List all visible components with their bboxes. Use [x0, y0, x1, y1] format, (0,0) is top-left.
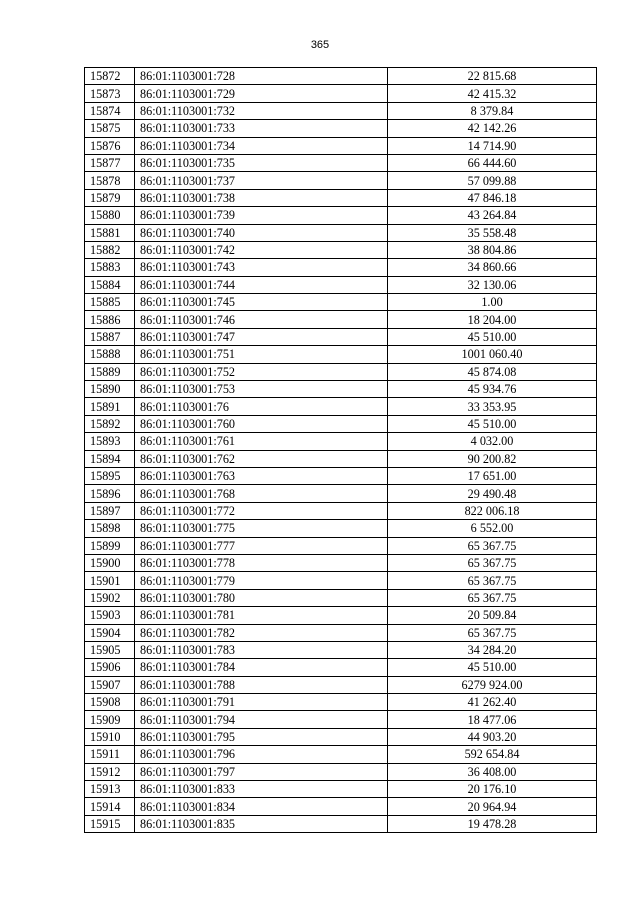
cadastral-value-cell: 8 379.84: [388, 102, 597, 119]
cadastral-number-cell: 86:01:1103001:794: [135, 711, 388, 728]
row-number-cell: 15903: [85, 607, 135, 624]
table-row: [85, 207, 597, 224]
table-row: [85, 728, 597, 745]
row-number-cell: 15914: [85, 798, 135, 815]
cadastral-value-cell: 6 552.00: [388, 520, 597, 537]
cadastral-value-cell: 6279 924.00: [388, 676, 597, 693]
row-number-cell: 15906: [85, 659, 135, 676]
cadastral-number-cell: 86:01:1103001:734: [135, 137, 388, 154]
table-row: [85, 381, 597, 398]
table-row: [85, 572, 597, 589]
table-row: [85, 641, 597, 658]
row-number-cell: 15874: [85, 102, 135, 119]
cadastral-value-cell: 592 654.84: [388, 746, 597, 763]
row-number-cell: 15897: [85, 502, 135, 519]
cadastral-value-cell: 19 478.28: [388, 815, 597, 832]
cadastral-value-cell: 47 846.18: [388, 189, 597, 206]
row-number-cell: 15895: [85, 467, 135, 484]
table-row: [85, 415, 597, 432]
table-row: [85, 589, 597, 606]
row-number-cell: 15891: [85, 398, 135, 415]
cadastral-value-cell: 45 510.00: [388, 659, 597, 676]
cadastral-value-cell: 42 142.26: [388, 120, 597, 137]
table-row: [85, 363, 597, 380]
cadastral-number-cell: 86:01:1103001:782: [135, 624, 388, 641]
cadastral-value-cell: 65 367.75: [388, 554, 597, 571]
row-number-cell: 15872: [85, 68, 135, 85]
cadastral-value-cell: 43 264.84: [388, 207, 597, 224]
row-number-cell: 15899: [85, 537, 135, 554]
table-row: [85, 294, 597, 311]
cadastral-value-cell: 822 006.18: [388, 502, 597, 519]
cadastral-value-cell: 45 874.08: [388, 363, 597, 380]
table-row: [85, 241, 597, 258]
cadastral-number-cell: 86:01:1103001:737: [135, 172, 388, 189]
cadastral-value-cell: 41 262.40: [388, 694, 597, 711]
cadastral-value-cell: 18 477.06: [388, 711, 597, 728]
row-number-cell: 15904: [85, 624, 135, 641]
row-number-cell: 15913: [85, 781, 135, 798]
row-number-cell: 15910: [85, 728, 135, 745]
cadastral-number-cell: 86:01:1103001:797: [135, 763, 388, 780]
cadastral-number-cell: 86:01:1103001:735: [135, 154, 388, 171]
table-row: [85, 120, 597, 137]
cadastral-number-cell: 86:01:1103001:778: [135, 554, 388, 571]
row-number-cell: 15884: [85, 276, 135, 293]
cadastral-number-cell: 86:01:1103001:752: [135, 363, 388, 380]
row-number-cell: 15886: [85, 311, 135, 328]
table-row: [85, 102, 597, 119]
row-number-cell: 15908: [85, 694, 135, 711]
table-body: [85, 68, 597, 833]
row-number-cell: 15909: [85, 711, 135, 728]
table-row: [85, 520, 597, 537]
cadastral-number-cell: 86:01:1103001:747: [135, 328, 388, 345]
row-number-cell: 15885: [85, 294, 135, 311]
cadastral-value-cell: 20 509.84: [388, 607, 597, 624]
row-number-cell: 15880: [85, 207, 135, 224]
cadastral-value-cell: 1001 060.40: [388, 346, 597, 363]
table-row: [85, 502, 597, 519]
row-number-cell: 15902: [85, 589, 135, 606]
cadastral-value-cell: 45 934.76: [388, 381, 597, 398]
cadastral-value-cell: 44 903.20: [388, 728, 597, 745]
row-number-cell: 15894: [85, 450, 135, 467]
table-row: [85, 537, 597, 554]
row-number-cell: 15907: [85, 676, 135, 693]
cadastral-number-cell: 86:01:1103001:744: [135, 276, 388, 293]
table-row: [85, 607, 597, 624]
table-row: [85, 189, 597, 206]
cadastral-value-cell: 18 204.00: [388, 311, 597, 328]
row-number-cell: 15915: [85, 815, 135, 832]
row-number-cell: 15879: [85, 189, 135, 206]
row-number-cell: 15878: [85, 172, 135, 189]
cadastral-number-cell: 86:01:1103001:76: [135, 398, 388, 415]
row-number-cell: 15893: [85, 433, 135, 450]
cadastral-value-cell: 65 367.75: [388, 572, 597, 589]
row-number-cell: 15911: [85, 746, 135, 763]
table-row: [85, 624, 597, 641]
table-row: [85, 259, 597, 276]
row-number-cell: 15887: [85, 328, 135, 345]
table-row: [85, 346, 597, 363]
row-number-cell: 15873: [85, 85, 135, 102]
cadastral-value-cell: 57 099.88: [388, 172, 597, 189]
table-row: [85, 85, 597, 102]
cadastral-value-cell: 45 510.00: [388, 415, 597, 432]
cadastral-value-cell: 14 714.90: [388, 137, 597, 154]
table-row: [85, 398, 597, 415]
table-row: [85, 311, 597, 328]
table-row: [85, 694, 597, 711]
row-number-cell: 15905: [85, 641, 135, 658]
table-row: [85, 433, 597, 450]
cadastral-value-cell: 29 490.48: [388, 485, 597, 502]
cadastral-number-cell: 86:01:1103001:742: [135, 241, 388, 258]
row-number-cell: 15901: [85, 572, 135, 589]
cadastral-number-cell: 86:01:1103001:733: [135, 120, 388, 137]
cadastral-number-cell: 86:01:1103001:788: [135, 676, 388, 693]
table-row: [85, 224, 597, 241]
table-row: [85, 781, 597, 798]
row-number-cell: 15876: [85, 137, 135, 154]
table-row: [85, 172, 597, 189]
cadastral-number-cell: 86:01:1103001:777: [135, 537, 388, 554]
table-row: [85, 137, 597, 154]
page-number: 365: [310, 39, 330, 51]
table-row: [85, 450, 597, 467]
cadastral-number-cell: 86:01:1103001:740: [135, 224, 388, 241]
cadastral-number-cell: 86:01:1103001:743: [135, 259, 388, 276]
cadastral-number-cell: 86:01:1103001:768: [135, 485, 388, 502]
cadastral-number-cell: 86:01:1103001:834: [135, 798, 388, 815]
cadastral-value-cell: 22 815.68: [388, 68, 597, 85]
cadastral-value-cell: 65 367.75: [388, 537, 597, 554]
cadastral-number-cell: 86:01:1103001:739: [135, 207, 388, 224]
cadastral-value-cell: 17 651.00: [388, 467, 597, 484]
cadastral-value-cell: 42 415.32: [388, 85, 597, 102]
cadastral-value-cell: 90 200.82: [388, 450, 597, 467]
cadastral-value-table: [84, 67, 597, 833]
table-row: [85, 798, 597, 815]
cadastral-number-cell: 86:01:1103001:791: [135, 694, 388, 711]
row-number-cell: 15900: [85, 554, 135, 571]
cadastral-number-cell: 86:01:1103001:738: [135, 189, 388, 206]
table-row: [85, 815, 597, 832]
table-row: [85, 467, 597, 484]
cadastral-number-cell: 86:01:1103001:780: [135, 589, 388, 606]
row-number-cell: 15881: [85, 224, 135, 241]
cadastral-number-cell: 86:01:1103001:796: [135, 746, 388, 763]
cadastral-number-cell: 86:01:1103001:761: [135, 433, 388, 450]
cadastral-number-cell: 86:01:1103001:783: [135, 641, 388, 658]
cadastral-value-cell: 65 367.75: [388, 624, 597, 641]
cadastral-value-cell: 65 367.75: [388, 589, 597, 606]
cadastral-number-cell: 86:01:1103001:745: [135, 294, 388, 311]
cadastral-value-cell: 33 353.95: [388, 398, 597, 415]
row-number-cell: 15888: [85, 346, 135, 363]
row-number-cell: 15892: [85, 415, 135, 432]
cadastral-number-cell: 86:01:1103001:762: [135, 450, 388, 467]
cadastral-number-cell: 86:01:1103001:795: [135, 728, 388, 745]
table-row: [85, 746, 597, 763]
row-number-cell: 15882: [85, 241, 135, 258]
row-number-cell: 15898: [85, 520, 135, 537]
cadastral-number-cell: 86:01:1103001:746: [135, 311, 388, 328]
cadastral-value-cell: 35 558.48: [388, 224, 597, 241]
cadastral-value-cell: 38 804.86: [388, 241, 597, 258]
row-number-cell: 15912: [85, 763, 135, 780]
cadastral-value-cell: 66 444.60: [388, 154, 597, 171]
cadastral-value-cell: 45 510.00: [388, 328, 597, 345]
cadastral-number-cell: 86:01:1103001:763: [135, 467, 388, 484]
cadastral-number-cell: 86:01:1103001:728: [135, 68, 388, 85]
row-number-cell: 15883: [85, 259, 135, 276]
table-row: [85, 276, 597, 293]
row-number-cell: 15896: [85, 485, 135, 502]
row-number-cell: 15875: [85, 120, 135, 137]
table-row: [85, 485, 597, 502]
cadastral-number-cell: 86:01:1103001:732: [135, 102, 388, 119]
cadastral-number-cell: 86:01:1103001:751: [135, 346, 388, 363]
cadastral-number-cell: 86:01:1103001:784: [135, 659, 388, 676]
table-row: [85, 554, 597, 571]
table-row: [85, 711, 597, 728]
table-row: [85, 659, 597, 676]
cadastral-number-cell: 86:01:1103001:833: [135, 781, 388, 798]
cadastral-value-cell: 36 408.00: [388, 763, 597, 780]
cadastral-value-cell: 20 964.94: [388, 798, 597, 815]
row-number-cell: 15889: [85, 363, 135, 380]
table-row: [85, 154, 597, 171]
cadastral-value-cell: 4 032.00: [388, 433, 597, 450]
table-row: [85, 328, 597, 345]
cadastral-number-cell: 86:01:1103001:729: [135, 85, 388, 102]
row-number-cell: 15877: [85, 154, 135, 171]
cadastral-number-cell: 86:01:1103001:760: [135, 415, 388, 432]
cadastral-value-cell: 1.00: [388, 294, 597, 311]
cadastral-number-cell: 86:01:1103001:775: [135, 520, 388, 537]
table-row: [85, 763, 597, 780]
cadastral-number-cell: 86:01:1103001:781: [135, 607, 388, 624]
cadastral-number-cell: 86:01:1103001:779: [135, 572, 388, 589]
cadastral-value-cell: 34 860.66: [388, 259, 597, 276]
cadastral-value-cell: 34 284.20: [388, 641, 597, 658]
row-number-cell: 15890: [85, 381, 135, 398]
cadastral-number-cell: 86:01:1103001:835: [135, 815, 388, 832]
cadastral-number-cell: 86:01:1103001:772: [135, 502, 388, 519]
table-row: [85, 676, 597, 693]
cadastral-value-cell: 32 130.06: [388, 276, 597, 293]
cadastral-number-cell: 86:01:1103001:753: [135, 381, 388, 398]
cadastral-value-cell: 20 176.10: [388, 781, 597, 798]
table-row: [85, 68, 597, 85]
